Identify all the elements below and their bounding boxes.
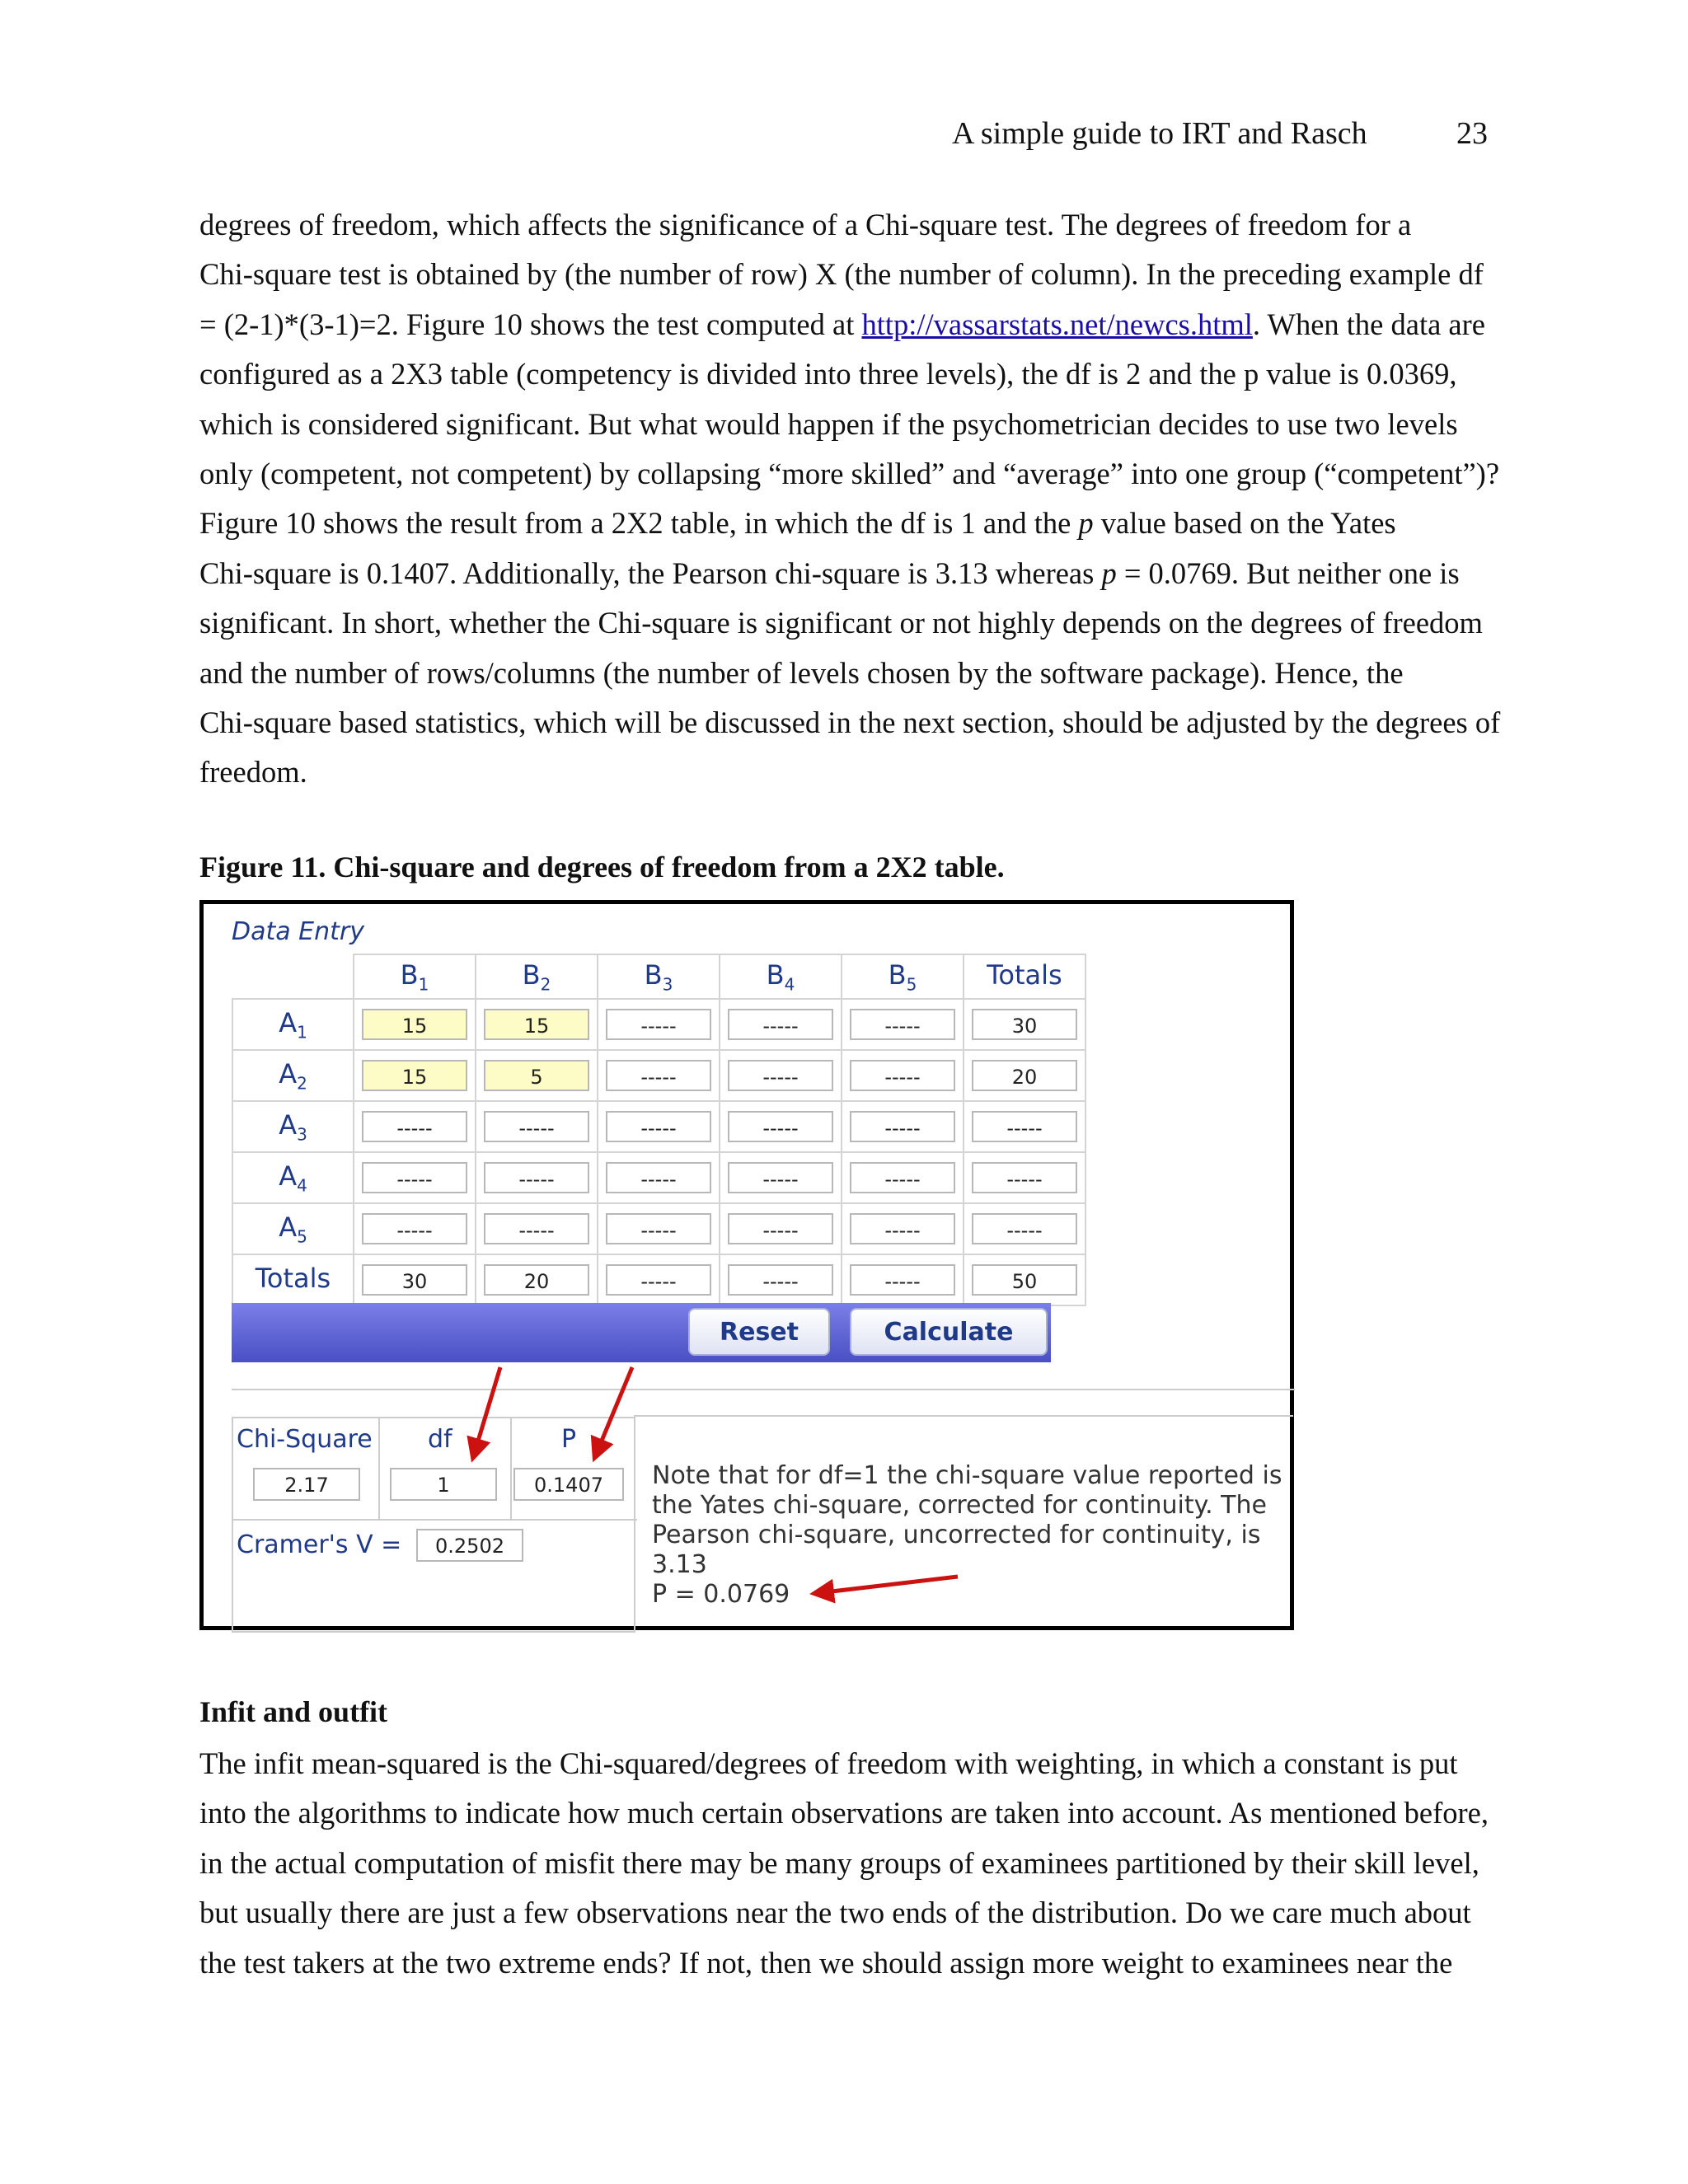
row-header bbox=[232, 1152, 354, 1203]
text-line: Chi-square test is obtained by (the number of row) X (the number of column). In the preceding example df bbox=[199, 257, 1484, 292]
column-header bbox=[964, 954, 1085, 999]
cell-input[interactable]: ----- bbox=[484, 1213, 589, 1244]
cell-input[interactable]: ----- bbox=[728, 1111, 833, 1142]
p-label: P bbox=[561, 1425, 577, 1454]
table-cell bbox=[964, 1050, 1085, 1101]
table-cell bbox=[354, 1050, 476, 1101]
cell-input[interactable]: 20 bbox=[484, 1264, 589, 1296]
running-title: A simple guide to IRT and Rasch bbox=[952, 116, 1367, 151]
table-cell bbox=[842, 1101, 964, 1152]
column-header bbox=[842, 954, 964, 999]
row-label: A bbox=[279, 1108, 298, 1141]
column-header bbox=[720, 954, 842, 999]
row-header bbox=[232, 1101, 354, 1152]
column-label: Totals bbox=[987, 958, 1062, 991]
cell-input[interactable]: 20 bbox=[972, 1060, 1077, 1091]
table-row bbox=[232, 1050, 1085, 1101]
column-subscript: 3 bbox=[662, 974, 673, 995]
chi-square-label: Chi-Square bbox=[237, 1425, 373, 1454]
separator bbox=[510, 1418, 512, 1519]
table-cell bbox=[598, 1254, 720, 1305]
table-cell bbox=[842, 1152, 964, 1203]
reset-button[interactable]: Reset bbox=[688, 1308, 830, 1356]
table-cell bbox=[598, 1050, 720, 1101]
column-label: B bbox=[766, 958, 785, 991]
text-line bbox=[199, 549, 1502, 598]
cell-input[interactable]: 15 bbox=[484, 1009, 589, 1040]
cell-input[interactable]: ----- bbox=[362, 1213, 467, 1244]
row-subscript: 1 bbox=[297, 1022, 307, 1043]
column-header bbox=[598, 954, 720, 999]
text-segment: = 0.0769. But neither one is bbox=[1116, 555, 1460, 590]
table-cell bbox=[476, 1050, 598, 1101]
cell-input[interactable]: ----- bbox=[728, 1009, 833, 1040]
table-row bbox=[232, 999, 1085, 1050]
text-line: the test takers at the two extreme ends? If not, then we should assign more weight to examinees near the bbox=[199, 1945, 1453, 1980]
cell-input[interactable]: ----- bbox=[728, 1213, 833, 1244]
table-row bbox=[232, 1254, 1085, 1305]
cell-input[interactable]: 15 bbox=[362, 1060, 467, 1091]
column-header bbox=[354, 954, 476, 999]
cell-input[interactable]: ----- bbox=[850, 1264, 955, 1296]
separator bbox=[378, 1418, 380, 1519]
button-bar bbox=[232, 1303, 1051, 1362]
separator bbox=[233, 1519, 637, 1521]
row-label: A bbox=[279, 1006, 298, 1038]
text-line: The infit mean-squared is the Chi-squared/degrees of freedom with weighting, in which a constant is put bbox=[199, 1746, 1458, 1780]
table-cell bbox=[354, 1203, 476, 1254]
corner-cell bbox=[232, 954, 354, 999]
text-segment: . When the data are bbox=[1252, 307, 1485, 341]
cell-input[interactable]: ----- bbox=[362, 1111, 467, 1142]
cell-input[interactable]: ----- bbox=[484, 1111, 589, 1142]
column-subscript: 4 bbox=[784, 974, 795, 995]
cell-input[interactable]: ----- bbox=[850, 1213, 955, 1244]
table-cell bbox=[720, 1254, 842, 1305]
column-label: B bbox=[522, 958, 541, 991]
table-cell bbox=[842, 1203, 964, 1254]
cell-input[interactable]: 5 bbox=[484, 1060, 589, 1091]
column-label: B bbox=[644, 958, 663, 991]
table-row bbox=[232, 1152, 1085, 1203]
cramers-v-label: Cramer's V = bbox=[237, 1530, 402, 1559]
df-label: df bbox=[428, 1425, 452, 1454]
row-label: Totals bbox=[255, 1262, 331, 1294]
table-cell bbox=[476, 999, 598, 1050]
text-line: degrees of freedom, which affects the significance of a Chi-square test. The degrees of freedom for a bbox=[199, 208, 1412, 241]
table-cell bbox=[964, 999, 1085, 1050]
table-cell bbox=[964, 1101, 1085, 1152]
table-cell bbox=[842, 999, 964, 1050]
column-subscript: 1 bbox=[418, 974, 429, 995]
row-subscript: 3 bbox=[297, 1124, 307, 1145]
body-paragraph-1 bbox=[199, 200, 1502, 798]
text-line: in the actual computation of misfit there may be many groups of examinees partitioned by their skill level, bbox=[199, 1845, 1479, 1880]
table-row bbox=[232, 1203, 1085, 1254]
table-cell bbox=[476, 1101, 598, 1152]
table-cell bbox=[842, 1254, 964, 1305]
section-heading: Infit and outfit bbox=[199, 1695, 388, 1728]
table-cell bbox=[354, 999, 476, 1050]
df-value[interactable]: 1 bbox=[390, 1468, 497, 1501]
text-line: freedom. bbox=[199, 755, 307, 790]
table-cell bbox=[720, 999, 842, 1050]
text-line: which is considered significant. But what would happen if the psychometrician decides to use two levels bbox=[199, 406, 1458, 441]
table-cell bbox=[598, 1203, 720, 1254]
cell-input[interactable]: ----- bbox=[850, 1111, 955, 1142]
table-cell bbox=[354, 1254, 476, 1305]
page-number: 23 bbox=[1456, 116, 1488, 151]
table-row bbox=[232, 1101, 1085, 1152]
text-line: and the number of rows/columns (the number of levels chosen by the software package). Hence, the bbox=[199, 655, 1404, 690]
table-cell bbox=[354, 1101, 476, 1152]
column-subscript: 5 bbox=[906, 974, 917, 995]
table-cell bbox=[354, 1152, 476, 1203]
text-segment: = (2-1)*(3-1)=2. Figure 10 shows the test computed at bbox=[199, 307, 862, 341]
table-cell bbox=[720, 1101, 842, 1152]
continuity-note: Note that for df=1 the chi-square value reported is the Yates chi-square, corrected for continuity. The Pearson chi-square, uncorrected for continuity, is 3.13 P = 0.0769 bbox=[652, 1461, 1282, 1609]
row-header bbox=[232, 999, 354, 1050]
body-paragraph-2 bbox=[199, 1739, 1502, 1988]
row-subscript: 4 bbox=[297, 1175, 307, 1196]
cell-input[interactable]: ----- bbox=[850, 1162, 955, 1193]
text-line bbox=[199, 499, 1502, 548]
row-label: A bbox=[279, 1057, 298, 1090]
figure-caption: Figure 11. Chi-square and degrees of freedom from a 2X2 table. bbox=[199, 851, 1005, 883]
table-cell bbox=[476, 1152, 598, 1203]
text-line: significant. In short, whether the Chi-square is significant or not highly depends on the degrees of freedom bbox=[199, 606, 1483, 640]
cell-input[interactable]: ----- bbox=[850, 1060, 955, 1091]
vassarstats-link[interactable]: http://vassarstats.net/newcs.html bbox=[861, 307, 1253, 341]
table-cell bbox=[720, 1203, 842, 1254]
cell-input[interactable]: ----- bbox=[362, 1162, 467, 1193]
cell-input[interactable]: 30 bbox=[362, 1264, 467, 1296]
table-cell bbox=[964, 1254, 1085, 1305]
row-label: A bbox=[279, 1160, 298, 1192]
text-line: only (competent, not competent) by collapsing “more skilled” and “average” into one group (“competent”)? bbox=[199, 457, 1500, 491]
table-cell bbox=[476, 1254, 598, 1305]
text-segment: value based on the Yates bbox=[1093, 506, 1396, 541]
row-header bbox=[232, 1050, 354, 1101]
cell-input[interactable]: ----- bbox=[606, 1060, 711, 1091]
row-subscript: 2 bbox=[297, 1073, 307, 1094]
cell-input[interactable]: ----- bbox=[728, 1264, 833, 1296]
text-segment: Chi-square is 0.1407. Additionally, the Pearson chi-square is 3.13 whereas bbox=[199, 555, 1102, 590]
divider bbox=[232, 1389, 1295, 1390]
cell-input[interactable]: ----- bbox=[484, 1162, 589, 1193]
italic-symbol: p bbox=[1101, 555, 1117, 590]
results-panel bbox=[232, 1417, 635, 1633]
text-line: but usually there are just a few observations near the two ends of the distribution. Do we care much about bbox=[199, 1896, 1471, 1930]
page-header bbox=[952, 115, 1488, 152]
column-label: B bbox=[400, 958, 419, 991]
column-subscript: 2 bbox=[540, 974, 551, 995]
table-cell bbox=[842, 1050, 964, 1101]
row-header bbox=[232, 1203, 354, 1254]
table-cell bbox=[964, 1203, 1085, 1254]
note-panel bbox=[634, 1415, 1293, 1633]
table-cell bbox=[720, 1152, 842, 1203]
cell-input[interactable]: ----- bbox=[728, 1060, 833, 1091]
column-header bbox=[476, 954, 598, 999]
calculate-button[interactable]: Calculate bbox=[850, 1308, 1048, 1356]
cell-input[interactable]: 50 bbox=[972, 1264, 1077, 1296]
text-line: configured as a 2X3 table (competency is divided into three levels), the df is 2 and the p value is 0.0369, bbox=[199, 357, 1457, 391]
table-cell bbox=[598, 999, 720, 1050]
cell-input[interactable]: ----- bbox=[606, 1009, 711, 1040]
cell-input[interactable]: 15 bbox=[362, 1009, 467, 1040]
table-cell bbox=[720, 1050, 842, 1101]
table-cell bbox=[964, 1152, 1085, 1203]
contingency-table bbox=[232, 954, 1086, 1306]
figure-data-entry bbox=[199, 900, 1294, 1630]
cell-input[interactable]: ----- bbox=[972, 1111, 1077, 1142]
cell-input[interactable]: ----- bbox=[850, 1009, 955, 1040]
cell-input[interactable]: 30 bbox=[972, 1009, 1077, 1040]
row-header bbox=[232, 1254, 354, 1305]
cell-input[interactable]: ----- bbox=[728, 1162, 833, 1193]
cell-input[interactable]: ----- bbox=[606, 1213, 711, 1244]
data-entry-title: Data Entry bbox=[232, 917, 364, 946]
cell-input[interactable]: ----- bbox=[972, 1162, 1077, 1193]
column-label: B bbox=[888, 958, 907, 991]
italic-symbol: p bbox=[1078, 506, 1094, 541]
table-cell bbox=[598, 1152, 720, 1203]
table-cell bbox=[476, 1203, 598, 1254]
p-value[interactable]: 0.1407 bbox=[513, 1468, 624, 1501]
chi-square-value[interactable]: 2.17 bbox=[253, 1468, 360, 1501]
cell-input[interactable]: ----- bbox=[606, 1162, 711, 1193]
row-label: A bbox=[279, 1211, 298, 1243]
row-subscript: 5 bbox=[297, 1226, 307, 1247]
cramers-v-value[interactable]: 0.2502 bbox=[416, 1529, 523, 1562]
text-segment: Figure 10 shows the result from a 2X2 table, in which the df is 1 and the bbox=[199, 506, 1079, 541]
table-cell bbox=[598, 1101, 720, 1152]
cell-input[interactable]: ----- bbox=[972, 1213, 1077, 1244]
text-line: Chi-square based statistics, which will be discussed in the next section, should be adjusted by the degrees of bbox=[199, 705, 1501, 740]
cell-input[interactable]: ----- bbox=[606, 1264, 711, 1296]
text-line bbox=[199, 300, 1502, 349]
cell-input[interactable]: ----- bbox=[606, 1111, 711, 1142]
text-line: into the algorithms to indicate how much certain observations are taken into account. As mentioned before, bbox=[199, 1796, 1489, 1830]
